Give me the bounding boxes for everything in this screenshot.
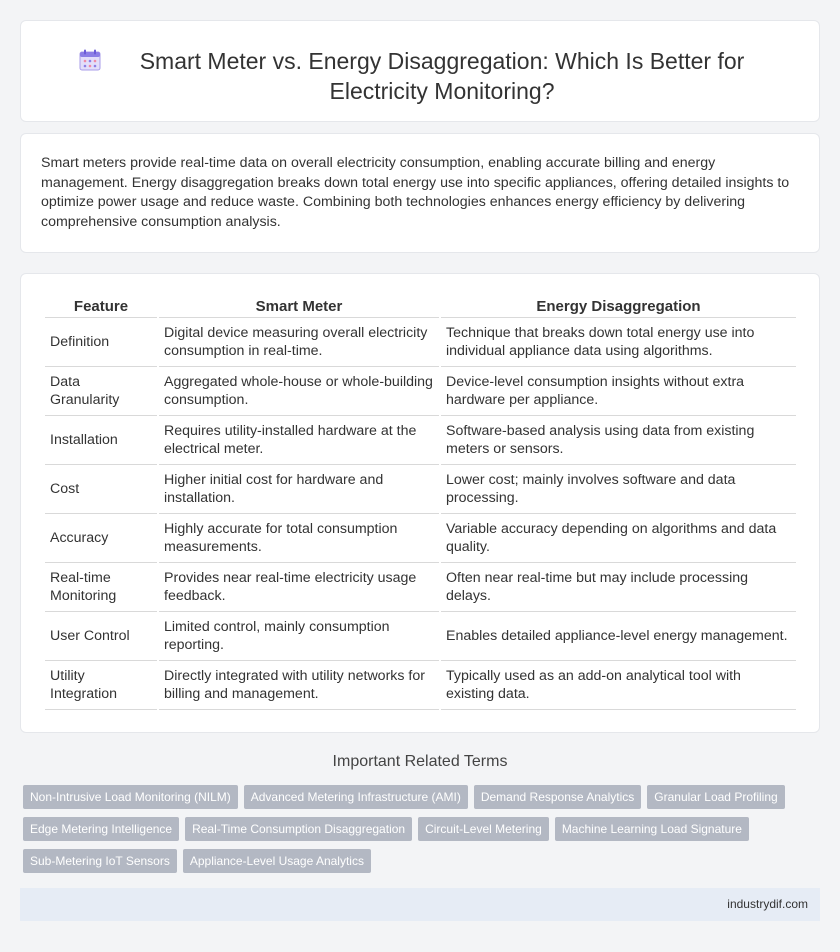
title-card	[20, 20, 820, 122]
feature-cell: Definition	[45, 318, 157, 367]
related-term-tag[interactable]: Demand Response Analytics	[474, 785, 641, 809]
energy-disaggregation-cell: Lower cost; mainly involves software and data processing.	[441, 465, 796, 514]
header-smart-meter: Smart Meter	[159, 294, 439, 318]
feature-cell: Installation	[45, 416, 157, 465]
intro-card	[20, 133, 820, 253]
feature-cell: Real-time Monitoring	[45, 563, 157, 612]
table-row	[45, 465, 796, 514]
related-term-tag[interactable]: Sub-Metering IoT Sensors	[23, 849, 177, 873]
tag-row	[23, 817, 823, 841]
energy-disaggregation-cell: Typically used as an add-on analytical tool with existing data.	[441, 661, 796, 710]
smart-meter-cell: Directly integrated with utility networks for billing and management.	[159, 661, 439, 710]
energy-disaggregation-cell: Technique that breaks down total energy use into individual appliance data using algorithms.	[441, 318, 796, 367]
table-row	[45, 563, 796, 612]
related-term-tag[interactable]: Real-Time Consumption Disaggregation	[185, 817, 412, 841]
feature-cell: Accuracy	[45, 514, 157, 563]
related-term-tag[interactable]: Appliance-Level Usage Analytics	[183, 849, 371, 873]
comparison-table-card	[20, 273, 820, 733]
energy-disaggregation-cell: Enables detailed appliance-level energy management.	[441, 612, 796, 661]
energy-disaggregation-cell: Often near real-time but may include processing delays.	[441, 563, 796, 612]
smart-meter-cell: Requires utility-installed hardware at the electrical meter.	[159, 416, 439, 465]
tag-row	[23, 785, 823, 809]
smart-meter-cell: Highly accurate for total consumption measurements.	[159, 514, 439, 563]
table-row	[45, 367, 796, 416]
intro-paragraph: Smart meters provide real-time data on overall electricity consumption, enabling accurate billing and energy management. Energy disaggregation breaks down total energy use into specific appliances, offering detailed insights to optimize power usage and reduce waste. Combining both technologies enhances energy efficiency by delivering comprehensive consumption analysis.	[41, 155, 790, 230]
feature-cell: Data Granularity	[45, 367, 157, 416]
smart-meter-cell: Provides near real-time electricity usage feedback.	[159, 563, 439, 612]
table-row	[45, 416, 796, 465]
related-term-tag[interactable]: Circuit-Level Metering	[418, 817, 549, 841]
table-row	[45, 514, 796, 563]
tag-row	[23, 849, 823, 873]
related-term-tag[interactable]: Advanced Metering Infrastructure (AMI)	[244, 785, 468, 809]
related-term-tag[interactable]: Non-Intrusive Load Monitoring (NILM)	[23, 785, 238, 809]
footer-site-link[interactable]: industrydif.com	[727, 897, 808, 911]
table-row	[45, 612, 796, 661]
header-feature: Feature	[45, 294, 157, 318]
related-term-tag[interactable]: Granular Load Profiling	[647, 785, 784, 809]
comparison-table	[43, 294, 798, 710]
energy-disaggregation-cell: Variable accuracy depending on algorithms and data quality.	[441, 514, 796, 563]
feature-cell: User Control	[45, 612, 157, 661]
energy-disaggregation-cell: Device-level consumption insights without extra hardware per appliance.	[441, 367, 796, 416]
calendar-icon	[78, 46, 122, 77]
table-row	[45, 661, 796, 710]
related-term-tag[interactable]: Edge Metering Intelligence	[23, 817, 179, 841]
feature-cell: Cost	[45, 465, 157, 514]
table-row	[45, 318, 796, 367]
smart-meter-cell: Higher initial cost for hardware and installation.	[159, 465, 439, 514]
related-terms-list	[23, 785, 823, 881]
footer	[20, 888, 820, 921]
related-terms-heading: Important Related Terms	[332, 753, 508, 770]
smart-meter-cell: Digital device measuring overall electricity consumption in real-time.	[159, 318, 439, 367]
smart-meter-cell: Aggregated whole-house or whole-building consumption.	[159, 367, 439, 416]
energy-disaggregation-cell: Software-based analysis using data from existing meters or sensors.	[441, 416, 796, 465]
smart-meter-cell: Limited control, mainly consumption reporting.	[159, 612, 439, 661]
related-term-tag[interactable]: Machine Learning Load Signature	[555, 817, 749, 841]
header-energy-disaggregation: Energy Disaggregation	[441, 294, 796, 318]
page-title: Smart Meter vs. Energy Disaggregation: Which Is Better for Electricity Monitoring?	[139, 48, 745, 104]
table-header-row	[45, 294, 796, 318]
feature-cell: Utility Integration	[45, 661, 157, 710]
